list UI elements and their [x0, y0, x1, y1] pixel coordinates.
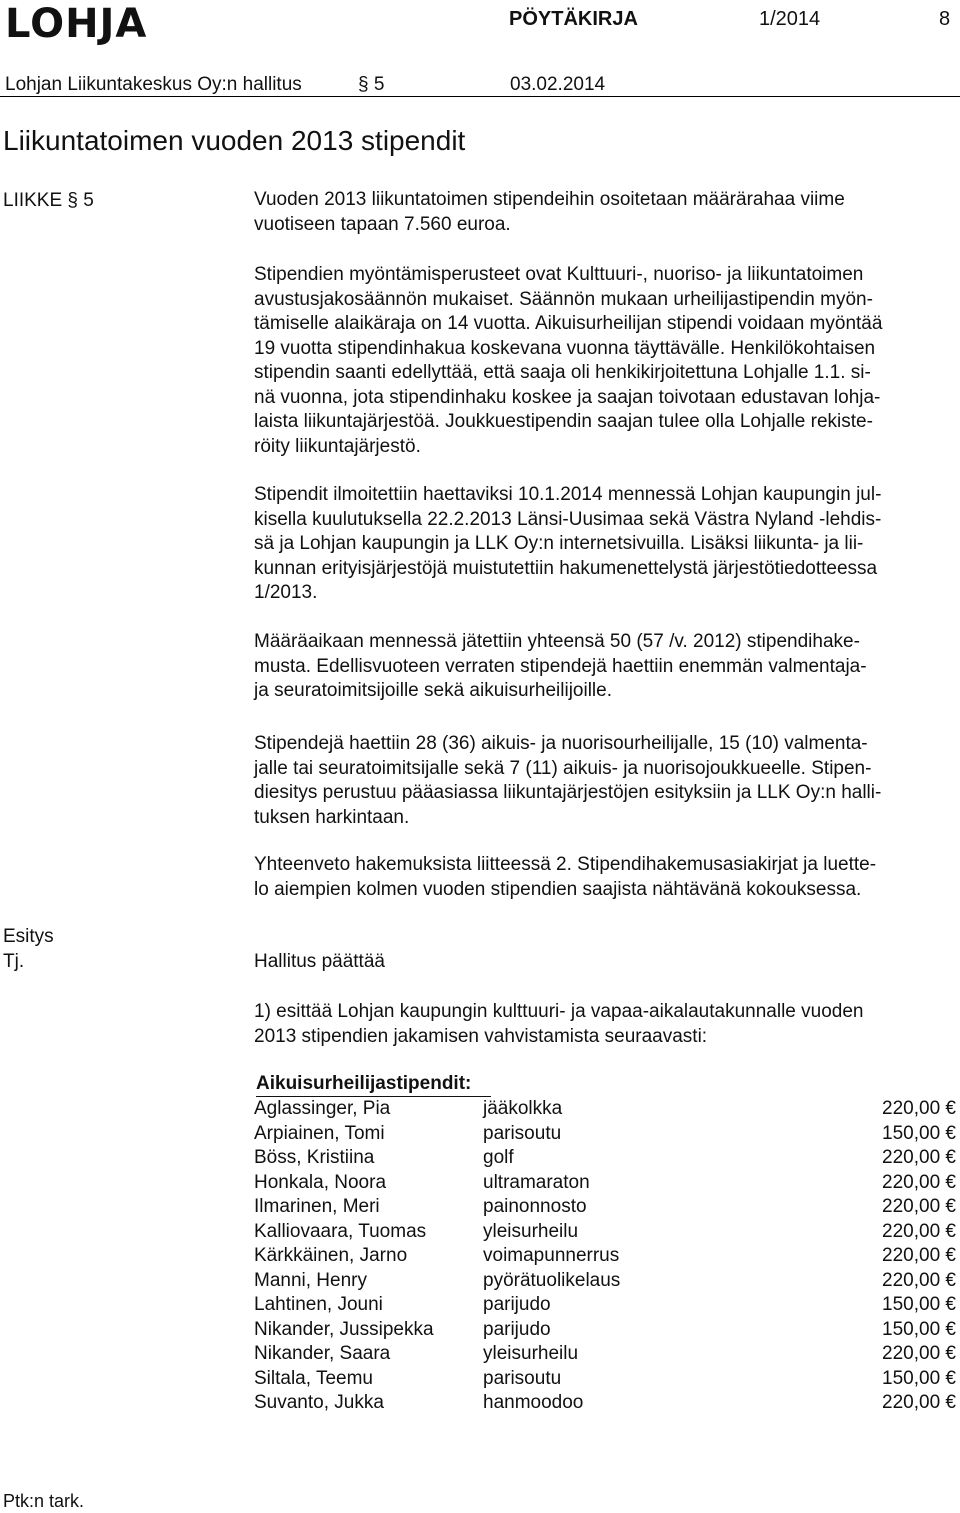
recipient-name: Arpiainen, Tomi [254, 1122, 385, 1144]
sport: voimapunnerrus [483, 1245, 620, 1266]
text-line: Stipendit ilmoitettiin haettaviksi 10.1.2014 mennessä Lohjan kaupungin jul- [254, 484, 882, 505]
recipient-name: Honkala, Noora [254, 1171, 387, 1193]
recipient-name: Kalliovaara, Tuomas [254, 1220, 427, 1242]
table-row [254, 1270, 956, 1295]
table-heading: Aikuisurheilijastipendit: [256, 1073, 472, 1094]
paragraph-applications [254, 630, 954, 704]
text-line: nä vuonna, jota stipendinhaku koskee ja saajan toivotaan edustavan lohja- [254, 386, 881, 408]
text-line: jalle tai seuratoimitsijalle sekä 7 (11) aikuis- ja nuorisojoukkueelle. Stipen- [254, 757, 872, 779]
recipient-name: Aglassinger, Pia [254, 1098, 391, 1119]
text-line: diesitys perustuu pääasiassa liikuntajärjestöjen esityksiin ja LLK Oy:n halli- [254, 782, 882, 803]
table-row [254, 1368, 956, 1393]
document-type: PÖYTÄKIRJA [509, 8, 638, 30]
sport: ultramaraton [483, 1171, 590, 1193]
lohja-logo: LOHJA [5, 1, 148, 47]
sport: jääkolkka [483, 1098, 563, 1119]
minutes-checker-label: Ptk:n tark. [3, 1491, 85, 1511]
text-line: musta. Edellisvuoteen verraten stipendejä haettiin enemmän valmentaja- [254, 655, 867, 677]
table-row [254, 1319, 956, 1344]
recipient-name: Nikander, Saara [254, 1343, 391, 1364]
sport: parijudo [483, 1318, 551, 1340]
text-line: 19 vuotta stipendinhakua koskevana vuonna täyttävälle. Henkilökohtaisen [254, 337, 876, 359]
sport: pyörätuolikelaus [483, 1269, 621, 1291]
table-row [254, 1123, 956, 1148]
amount: 220,00 € [882, 1392, 956, 1413]
text-line: Yhteenveto hakemuksista liitteessä 2. Stipendihakemusasiakirjat ja luette- [254, 854, 877, 875]
amount: 220,00 € [882, 1245, 956, 1266]
decision-heading: Hallitus päättää [254, 951, 385, 972]
text-line: laista liikuntajärjestöä. Joukkuestipendin saajan tulee olla Lohjalle rekiste- [254, 411, 873, 432]
sport: parisoutu [483, 1367, 562, 1389]
amount: 220,00 € [882, 1196, 956, 1217]
table-row [254, 1172, 956, 1197]
recipient-name: Manni, Henry [254, 1269, 367, 1291]
paragraph-announcement [254, 483, 954, 606]
recipient-name: Böss, Kristiina [254, 1147, 375, 1168]
recipient-name: Nikander, Jussipekka [254, 1318, 434, 1340]
amount: 150,00 € [882, 1318, 956, 1340]
amount: 150,00 € [882, 1122, 956, 1144]
meeting-date: 03.02.2014 [510, 74, 606, 95]
table-row [254, 1392, 956, 1417]
amount: 220,00 € [882, 1343, 956, 1364]
table-row [254, 1294, 956, 1319]
table-row [254, 1343, 956, 1368]
text-line: kisella kuulutuksella 22.2.2013 Länsi-Uusimaa sekä Västra Nyland -lehdis- [254, 508, 882, 530]
text-line: 1) esittää Lohjan kaupungin kulttuuri- ja vapaa-aikalautakunnalle vuoden [254, 1001, 864, 1022]
text-line: lo aiempien kolmen vuoden stipendien saajista nähtävänä kokouksessa. [254, 878, 862, 900]
table-heading-underline [256, 1096, 491, 1097]
sport: golf [483, 1147, 514, 1168]
paragraph-summary [254, 853, 954, 902]
recipient-name: Kärkkäinen, Jarno [254, 1245, 408, 1266]
text-line: 2013 stipendien jakamisen vahvistamista seuraavasti: [254, 1025, 708, 1047]
text-line: ja seuratoimitsijoille sekä aikuisurheilijoille. [254, 680, 612, 701]
text-line: avustusjakosäännön mukaiset. Säännön mukaan urheilijastipendin myön- [254, 288, 873, 310]
text-line: tuksen harkintaan. [254, 806, 410, 828]
page-title: Liikuntatoimen vuoden 2013 stipendit [3, 125, 466, 156]
text-line: Stipendejä haettiin 28 (36) aikuis- ja nuorisourheilijalle, 15 (10) valmenta- [254, 733, 868, 754]
sport: yleisurheilu [483, 1220, 579, 1242]
text-line: Stipendien myöntämisperusteet ovat Kulttuuri-, nuoriso- ja liikuntatoimen [254, 264, 864, 285]
amount: 220,00 € [882, 1220, 956, 1242]
table-row [254, 1098, 956, 1123]
text-line: vuotiseen tapaan 7.560 euroa. [254, 213, 511, 235]
recipient-name: Lahtinen, Jouni [254, 1294, 383, 1315]
amount: 220,00 € [882, 1269, 956, 1291]
organ-name: Lohjan Liikuntakeskus Oy:n hallitus [5, 74, 302, 95]
paragraph-criteria [254, 263, 954, 459]
section-id: LIIKKE § 5 [3, 190, 94, 211]
amount: 150,00 € [882, 1367, 956, 1389]
sport: parisoutu [483, 1122, 562, 1144]
recipient-name: Ilmarinen, Meri [254, 1196, 380, 1217]
table-row [254, 1221, 956, 1246]
paragraph-applicants [254, 732, 954, 830]
amount: 150,00 € [882, 1294, 956, 1315]
sport: painonnosto [483, 1196, 587, 1217]
text-line: Määräaikaan mennessä jätettiin yhteensä 50 (57 /v. 2012) stipendihake- [254, 631, 860, 652]
paragraph-budget [254, 188, 954, 237]
document-number: 1/2014 [759, 8, 821, 30]
table-row [254, 1147, 956, 1172]
text-line: stipendin saanti edellyttää, että saaja oli henkikirjoitettuna Lohjalle 1.1. si- [254, 362, 871, 383]
recipient-name: Suvanto, Jukka [254, 1392, 384, 1413]
page-number: 8 [939, 8, 951, 30]
section-reference: § 5 [358, 74, 385, 95]
header-divider [0, 96, 960, 97]
sport: hanmoodoo [483, 1392, 584, 1413]
text-line: 1/2013. [254, 582, 318, 603]
amount: 220,00 € [882, 1171, 956, 1193]
table-row [254, 1245, 956, 1270]
proposal-item-1 [254, 1000, 954, 1049]
table-row [254, 1196, 956, 1221]
proposal-label: Esitys [3, 926, 54, 947]
proposer-label: Tj. [3, 951, 25, 972]
sport: parijudo [483, 1294, 551, 1315]
text-line: Vuoden 2013 liikuntatoimen stipendeihin osoitetaan määrärahaa viime [254, 189, 845, 210]
recipient-name: Siltala, Teemu [254, 1367, 373, 1389]
sport: yleisurheilu [483, 1343, 579, 1364]
text-line: röity liikuntajärjestö. [254, 435, 421, 457]
text-line: sä ja Lohjan kaupungin ja LLK Oy:n internetsivuilla. Lisäksi liikunta- ja lii- [254, 533, 864, 554]
text-line: kunnan erityisjärjestöjä muistutettiin hakumenettelystä järjestötiedotteessa [254, 557, 878, 579]
text-line: tämiselle alaikäraja on 14 vuotta. Aikuisurheilijan stipendi voidaan myöntää [254, 313, 883, 334]
amount: 220,00 € [882, 1098, 956, 1119]
amount: 220,00 € [882, 1147, 956, 1168]
